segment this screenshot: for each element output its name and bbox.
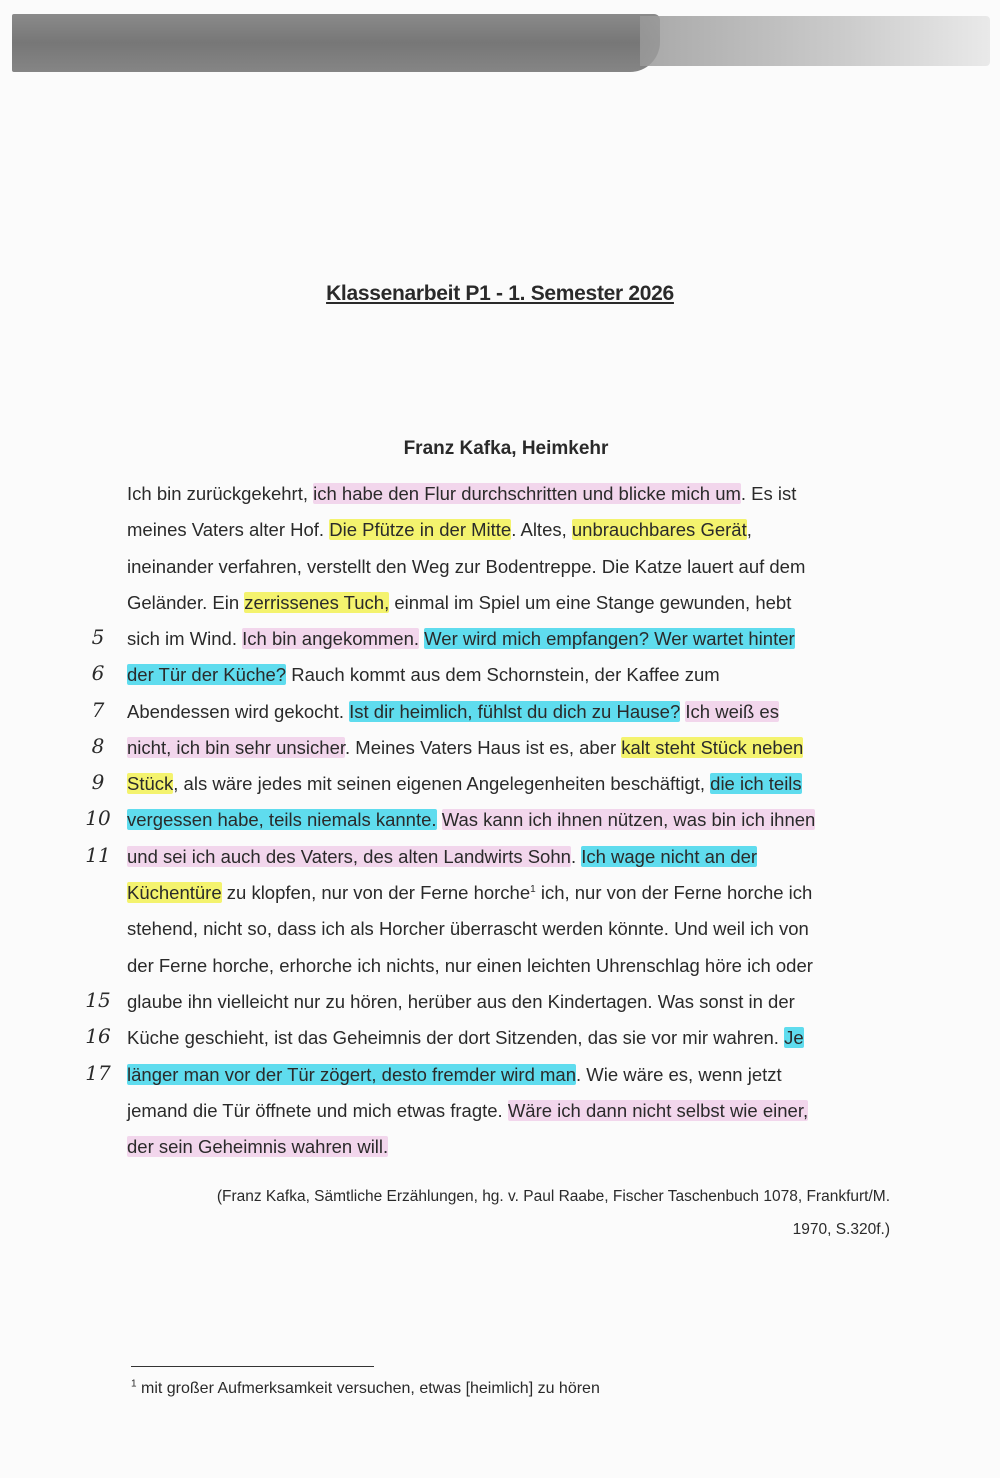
text-segment: . Altes,	[511, 519, 572, 540]
line-number: 11	[85, 843, 111, 867]
redacted-header-strip	[12, 14, 660, 72]
text-segment: zu klopfen, nur von der Ferne horche	[221, 882, 531, 903]
text-segment: ineinander verfahren, verstellt den Weg zur Bodentreppe. Die Katze lauert auf dem	[127, 556, 806, 577]
text-line	[127, 1026, 804, 1050]
highlighted-text: Küchentüre	[127, 882, 222, 903]
text-segment: sich im Wind.	[127, 628, 243, 649]
highlighted-text: ich habe den Flur durchschritten und blicke mich um	[313, 483, 741, 504]
text-segment: Geländer. Ein	[127, 592, 245, 613]
highlighted-text: Stück	[127, 773, 174, 794]
text-line	[127, 518, 752, 542]
text-line	[127, 1135, 388, 1159]
line-number: 5	[91, 625, 105, 649]
line-number: 9	[91, 770, 105, 794]
line-number: 17	[85, 1061, 111, 1085]
highlighted-text: zerrissenes Tuch,	[244, 592, 390, 613]
source-citation-line-2: 1970, S.320f.)	[792, 1221, 890, 1238]
highlighted-text: nicht, ich bin sehr unsicher	[127, 737, 346, 758]
highlighted-text: und sei ich auch des Vaters, des alten Landwirts Sohn	[127, 846, 571, 867]
text-segment: meines Vaters alter Hof.	[127, 519, 330, 540]
text-line	[127, 736, 803, 760]
text-segment: . Wie wäre es, wenn jetzt	[576, 1064, 782, 1085]
text-line	[127, 1063, 782, 1087]
footnote-text: mit großer Aufmerksamkeit versuchen, etwas [heimlich] zu hören	[136, 1380, 600, 1397]
text-segment: . Meines Vaters Haus ist es, aber	[345, 737, 622, 758]
text-line	[127, 700, 779, 724]
highlighted-text: Die Pfütze in der Mitte	[329, 519, 512, 540]
text-segment: Ich bin zurückgekehrt,	[127, 483, 314, 504]
text-line	[127, 808, 815, 832]
highlighted-text: Wäre ich dann nicht selbst wie einer,	[507, 1100, 809, 1121]
text-line	[127, 482, 796, 506]
highlighted-text: länger man vor der Tür zögert, desto fremder wird man	[127, 1064, 576, 1085]
text-segment: Rauch kommt aus dem Schornstein, der Kaffee zum	[286, 664, 720, 685]
text-line	[127, 954, 813, 978]
text-segment: Küche geschieht, ist das Geheimnis der dort Sitzenden, das sie vor mir wahren.	[127, 1027, 785, 1048]
line-number: 6	[91, 661, 105, 685]
highlighted-text: kalt steht Stück neben	[621, 737, 804, 758]
text-segment: stehend, nicht so, dass ich als Horcher überrascht werden könnte. Und weil ich von	[127, 918, 809, 939]
line-number: 10	[85, 806, 111, 830]
text-segment: ich, nur von der Ferne horche ich	[535, 882, 813, 903]
text-line	[127, 1099, 808, 1123]
text-heading: Franz Kafka, Heimkehr	[403, 438, 609, 459]
text-segment: Abendessen wird gekocht.	[127, 701, 350, 722]
line-number: 15	[85, 988, 111, 1012]
redacted-header-strip-fade	[640, 16, 990, 66]
line-number: 8	[91, 734, 105, 758]
highlighted-text: Je	[784, 1027, 804, 1048]
footnote-ref: 1	[530, 883, 536, 895]
text-segment: der Ferne horche, erhorche ich nichts, nur einen leichten Uhrenschlag höre ich oder	[127, 955, 813, 976]
line-number: 7	[91, 698, 105, 722]
text-line	[127, 627, 795, 651]
text-segment: . Es ist	[740, 483, 797, 504]
text-line	[127, 881, 812, 905]
highlighted-text: vergessen habe, teils niemals kannte.	[127, 809, 437, 830]
text-segment: glaube ihn vielleicht nur zu hören, herüber aus den Kindertagen. Was sonst in der	[127, 991, 795, 1012]
page-title: Klassenarbeit P1 - 1. Semester 2026	[326, 282, 674, 305]
text-line	[127, 990, 795, 1014]
footnote-divider	[131, 1366, 374, 1367]
highlighted-text: der Tür der Küche?	[127, 664, 287, 685]
text-line	[127, 772, 802, 796]
text-line	[127, 591, 791, 615]
text-segment: , als wäre jedes mit seinen eigenen Angelegenheiten beschäftigt,	[173, 773, 711, 794]
text-line	[127, 845, 757, 869]
footnote	[131, 1380, 600, 1398]
text-segment: einmal im Spiel um eine Stange gewunden, hebt	[389, 592, 792, 613]
line-number: 16	[85, 1024, 111, 1048]
highlighted-text: Ist dir heimlich, fühlst du dich zu Hause?	[349, 701, 681, 722]
highlighted-text: Was kann ich ihnen nützen, was bin ich ihnen	[441, 809, 816, 830]
text-line	[127, 663, 720, 687]
text-line	[127, 917, 809, 941]
text-segment: .	[570, 846, 582, 867]
footnote-mark: 1	[131, 1378, 137, 1390]
text-segment: jemand die Tür öffnete und mich etwas fragte.	[127, 1100, 508, 1121]
highlighted-text: Ich wage nicht an der	[581, 846, 758, 867]
highlighted-text: die ich teils	[710, 773, 802, 794]
text-line	[127, 555, 805, 579]
highlighted-text: Ich weiß es	[685, 701, 779, 722]
highlighted-text: Wer wird mich empfangen? Wer wartet hinter	[424, 628, 795, 649]
text-segment: ,	[746, 519, 752, 540]
source-citation-line-1: (Franz Kafka, Sämtliche Erzählungen, hg. v. Paul Raabe, Fischer Taschenbuch 1078, Frankfurt/M.	[216, 1188, 890, 1205]
highlighted-text: unbrauchbares Gerät	[571, 519, 747, 540]
highlighted-text: Ich bin angekommen.	[242, 628, 420, 649]
text-segment	[437, 809, 442, 830]
highlighted-text: der sein Geheimnis wahren will.	[127, 1136, 389, 1157]
